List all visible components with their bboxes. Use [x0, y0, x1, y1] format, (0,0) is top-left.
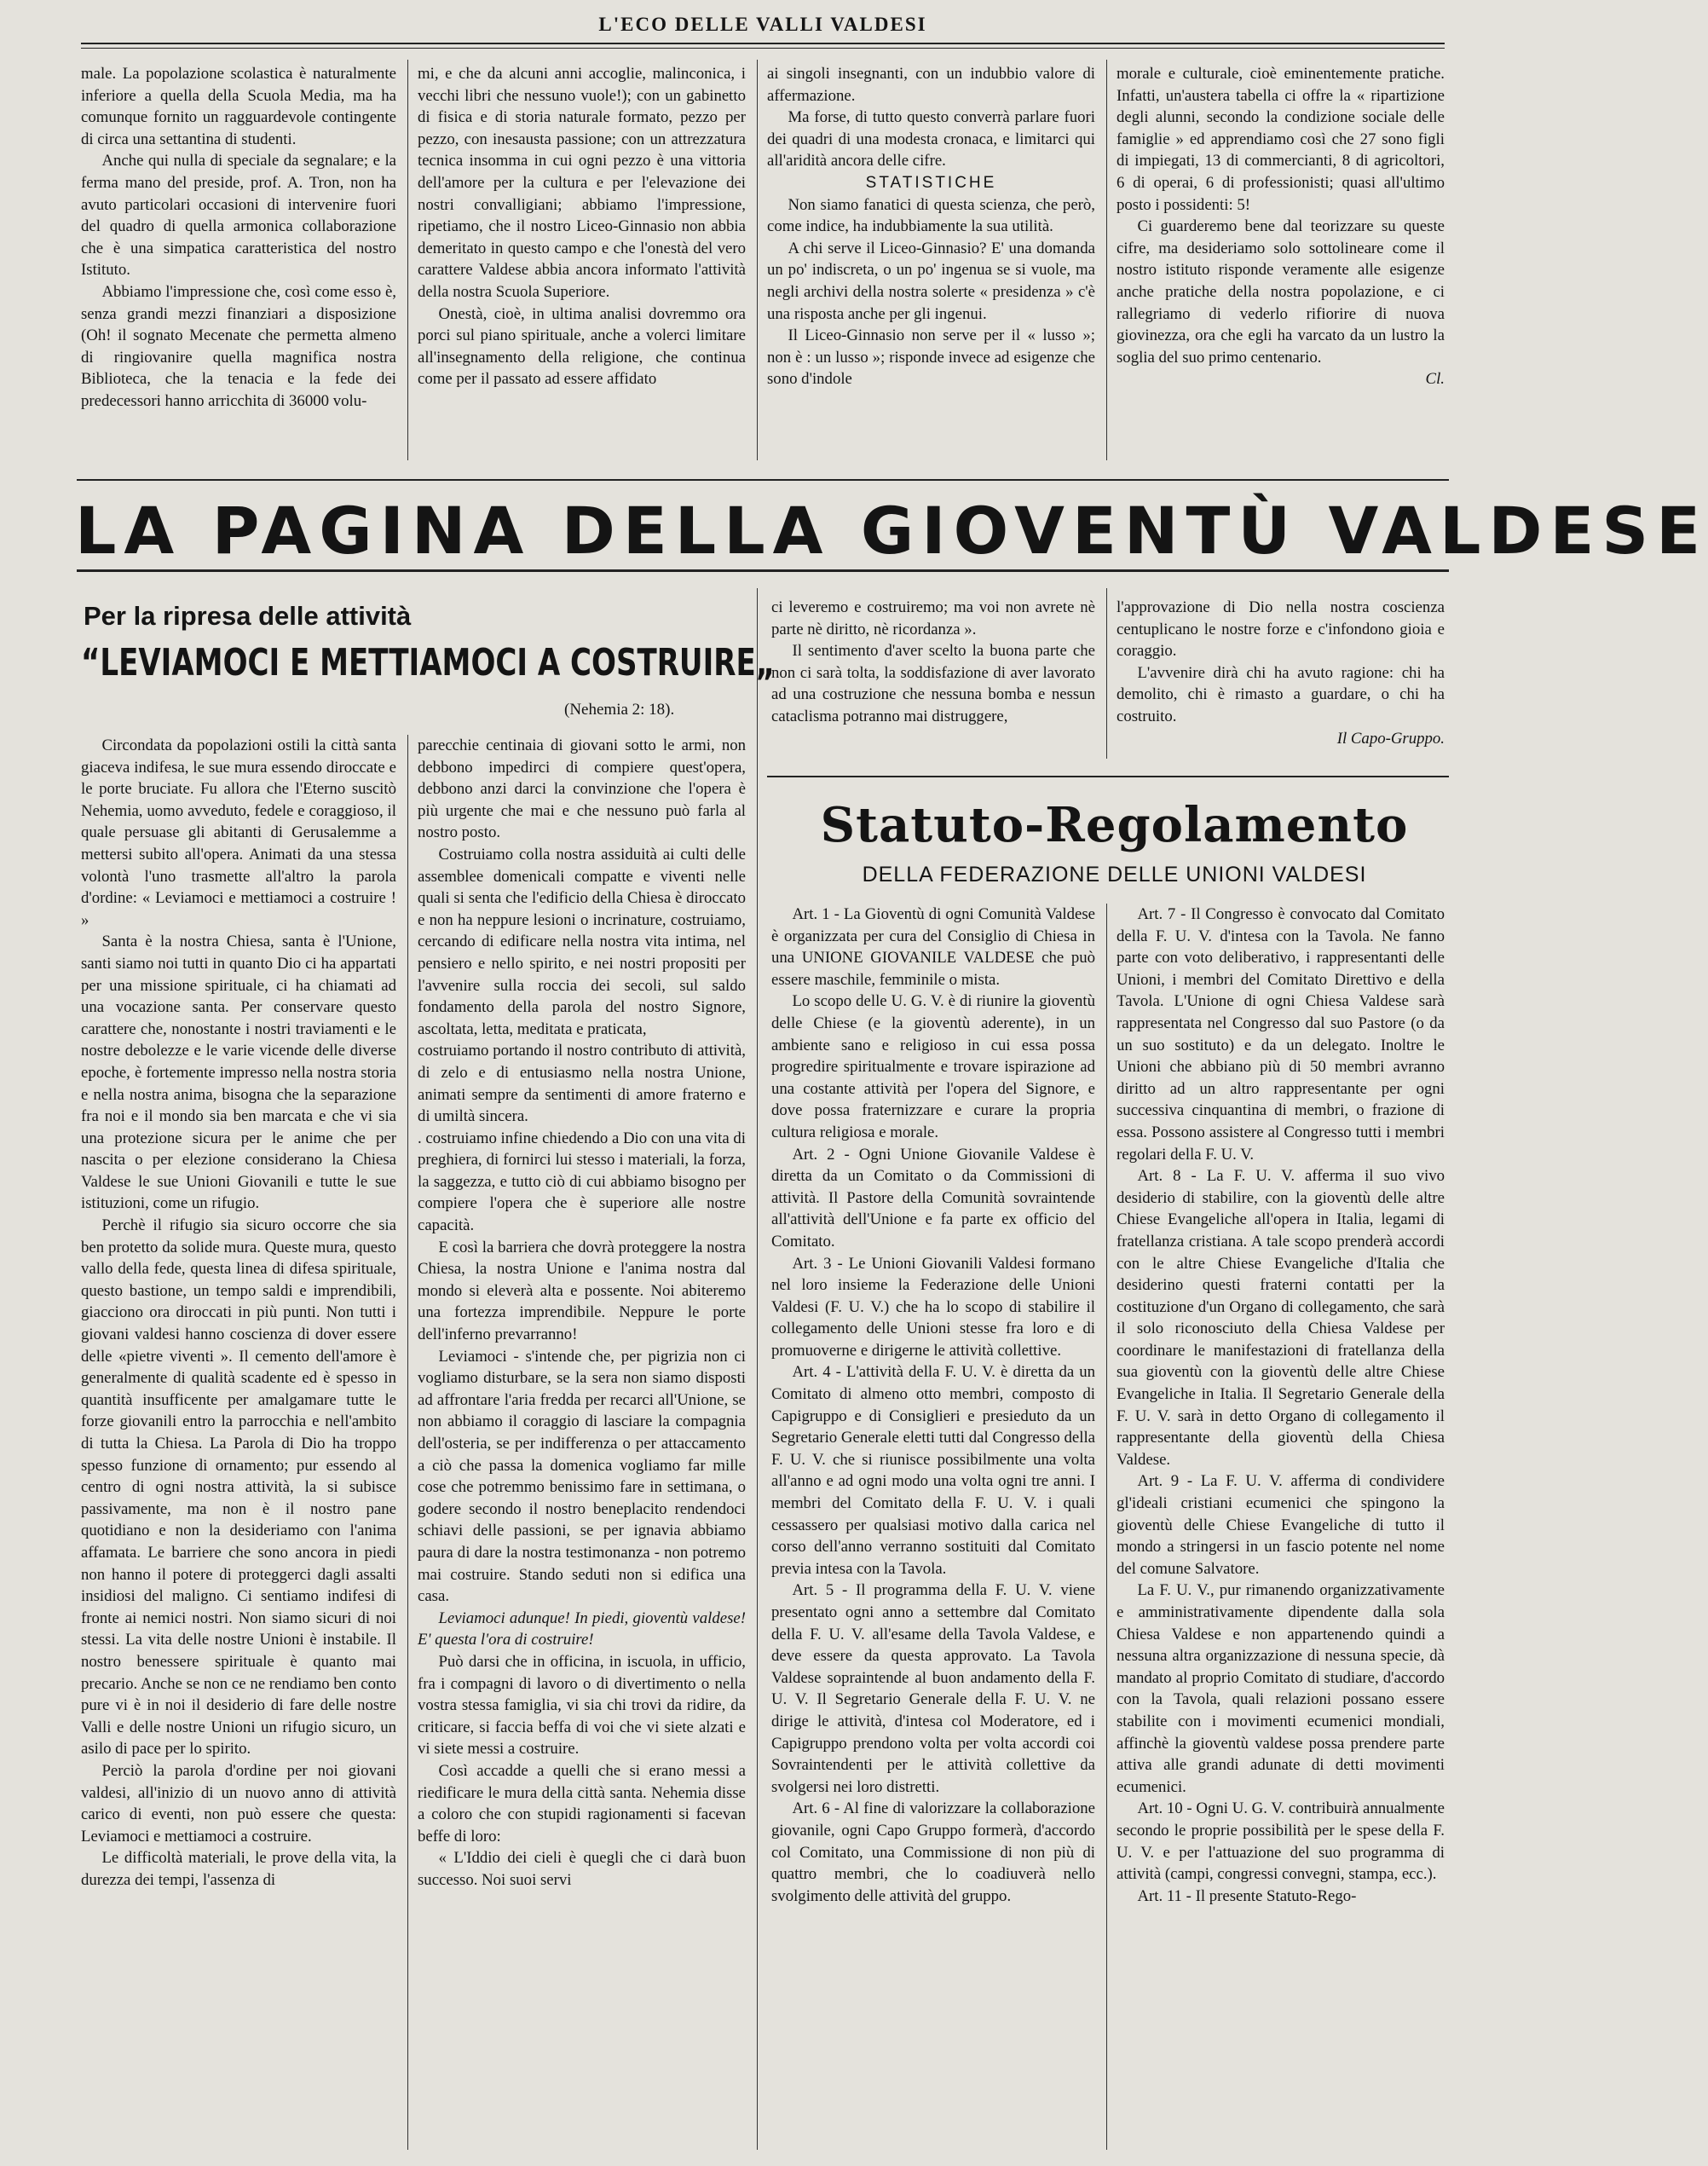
paragraph: Costruiamo colla nostra assiduità ai culti delle assemblee domenicali compatte e viventi nelle quali si senta che l'edificio della Chiesa è diroccato e non ha neppure lesioni o incrinature, costruiamo, cercando di edificare nella nostra vita intima, nel pensiero e nello spirito, e nei nostri propositi per l'avvenire sulla roccia dei secoli, sul saldo fondamento della parola del nostro Signore, ascoltata, letta, meditata e praticata,	[418, 845, 746, 1038]
column-rule	[1106, 60, 1107, 460]
statuto-column-2	[1117, 904, 1445, 2150]
section-heading-statistiche: STATISTICHE	[865, 173, 997, 192]
paragraph: Anche qui nulla di speciale da segnalare; e la ferma mano del preside, prof. A. Tron, non ha avuto particolari occasioni di intervenire fuori del quadro di quella armonica collaborazione che è una simpatica caratteristica del nostro Istituto.	[81, 152, 396, 280]
paragraph: parecchie centinaia di giovani sotto le armi, non debbono impedirci di compiere quest'opera, debbono anzi darci la convinzione che l'opera è più urgente che mai e che nessuno può farla al nostro posto.	[418, 736, 746, 842]
article-column-3	[771, 597, 1095, 767]
article-title: “LEVIAMOCI E METTIAMOCI A COSTRUIRE„	[81, 641, 776, 684]
article-reference: (Nehemia 2: 18).	[564, 701, 675, 719]
paragraph: Ma forse, di tutto questo converrà parlare fuori dei quadri di una modesta cronaca, e limitarci qui all'aridità ancora delle cifre.	[767, 108, 1095, 170]
column-rule	[1106, 588, 1107, 759]
banner-rule	[77, 569, 1449, 572]
page-banner: LA PAGINA DELLA GIOVENTÙ VALDESE	[75, 493, 1708, 569]
article-paragraph: Art. 5 - Il programma della F. U. V. viene presentato ogni anno a settembre dal Comitato della F. U. V. all'esame della Tavola Valdese, e deve essere da questa approvato. La Tavola Valdese sopraintende al buon andamento della F. U. V. Il Segretario Generale della F. U. V. ne dirige le attività, d'intesa col Moderatore, ed i Capigruppo prendono volta per volta accordi coi Sovraintendenti per le attività collettive da svolgersi nei loro distretti.	[771, 1581, 1095, 1796]
top-column-2	[418, 63, 746, 464]
paragraph: Circondata da popolazioni ostili la città santa giaceva indifesa, le sue mura essendo diroccate e le porte bruciate. Fu allora che l'Eterno suscitò Nehemia, uomo avveduto, fedele e coraggioso, il quale persuase gli abitanti di Gerusalemme a mettersi subito all'opera. Animati da una stessa volontà l'uno trasmette all'altro la parola d'ordine: « Leviamoci e mettiamoci a costruire ! »	[81, 736, 396, 929]
paragraph: Può darsi che in officina, in iscuola, in ufficio, fra i compagni di lavoro o di divertimento o nella vostra stessa famiglia, vi sia chi trovi da ridire, da criticare, si faccia beffa di voi che vi siete alzati e vi siete messi a costruire.	[418, 1652, 746, 1759]
article-paragraph: La F. U. V., pur rimanendo organizzativamente e amministrativamente dipendente dalla sola Chiesa Valdese e non appartenendo quindi a nessuna altra organizzazione di nessuna specie, dà mandato al proprio Comitato di studiare, d'accordo con la Tavola, quali relazioni possano essere stabilite con i movimenti ecumenici mondiali, affinchè la gioventù valdese possa prendere parte attiva alle grandi adunate di detti movimenti ecumenici.	[1117, 1581, 1445, 1796]
paragraph: Ci guarderemo bene dal teorizzare su queste cifre, ma desideriamo solo sottolineare come il nostro istituto risponde veramente alle esigenze anche pratiche della nostra popolazione, e ci rallegriamo di vederlo rifiorire di nuova giovinezza, ora che egli ha varcato da un lustro la soglia del suo primo centenario.	[1117, 217, 1445, 367]
article-paragraph: Art. 1 - La Gioventù di ogni Comunità Valdese è organizzata per cura del Consiglio di Chiesa in una UNIONE GIOVANILE VALDESE che può essere maschile, femminile o mista.	[771, 905, 1095, 989]
top-column-4	[1117, 63, 1445, 464]
paragraph: Perciò la parola d'ordine per noi giovani valdesi, all'inizio di un nuovo anno di attività carico di eventi, non può essere che questa: Leviamoci e mettiamoci a costruire.	[81, 1761, 396, 1845]
paragraph: L'avvenire dirà chi ha avuto ragione: chi ha demolito, chi è rimasto a guardare, o chi ha costruito.	[1117, 663, 1445, 725]
paragraph: E così la barriera che dovrà proteggere la nostra Chiesa, la nostra Unione e l'anima nostra dal mondo si eleverà alta e possente. Noi abiteremo una fortezza imprendibile. Neppure le porte dell'inferno prevarranno!	[418, 1238, 746, 1344]
signature: Cl.	[1425, 370, 1445, 389]
paragraph: Abbiamo l'impressione che, così come esso è, senza grandi mezzi finanziari a disposizione (Oh! il sognato Mecenate che permetta almeno di ringiovanire quella magnifica nostra Biblioteca, che la tenacia e la fede dei predecessori hanno arricchita di 36000 volu-	[81, 282, 396, 410]
article-paragraph: Art. 11 - Il presente Statuto-Rego-	[1137, 1886, 1357, 1905]
article-paragraph: Art. 8 - La F. U. V. afferma il suo vivo desiderio di stabilire, con la gioventù delle altre Chiese Evangeliche all'opera in Italia, legami di fratellanza cristiana. A tale scopo prenderà accordi con le altre Chiese Evangeliche d'Italia che desiderino questi fraterni contatti per la costituzione d'un Organo di collegamento, che sarà il solo riconosciuto della Chiesa Valdese per coordinare le manifestazioni di fratellanza della sua gioventù con la gioventù delle altre Chiese Evangeliche in Italia. Il Segretario Generale della F. U. V. sarà in detto Organo di collegamento il rappresentante della gioventù della Chiesa Valdese.	[1117, 1167, 1445, 1469]
statuto-column-1	[771, 904, 1095, 2150]
paragraph: Le difficoltà materiali, le prove della vita, la durezza dei tempi, l'assenza di	[81, 1849, 396, 1889]
article-paragraph: Lo scopo delle U. G. V. è di riunire la gioventù delle Chiese (e la gioventù aderente), in un ambiente sano e religioso in cui essa possa progredire spiritualmente e trovare ispirazione ad una costante attività per l'opera del Signore, e dove possa fraternizzare e curare la propria cultura religiosa e morale.	[771, 992, 1095, 1141]
section-rule	[767, 776, 1449, 777]
paragraph: A chi serve il Liceo-Ginnasio? E' una domanda un po' indiscreta, o un po' ingenua se si vuole, ma negli archivi della nostra solerte « presidenza » c'è una risposta anche per gli ingenui.	[767, 239, 1095, 323]
paragraph: Non siamo fanatici di questa scienza, che però, come indice, ha indubbiamente la sua utilità.	[767, 195, 1095, 236]
paragraph: . costruiamo infine chiedendo a Dio con una vita di preghiera, di fornirci lui stesso i materiali, la forza, la saggezza, e tutto ciò di cui abbiamo bisogno per compiere l'opera che è superiore alle nostre capacità.	[418, 1129, 746, 1235]
statuto-title: Statuto-Regolamento	[820, 797, 1409, 853]
column-rule	[757, 60, 758, 460]
paragraph: Leviamoci - s'intende che, per pigrizia non ci vogliamo disturbare, se la sera non siamo disposti ad affrontare l'aria fredda per recarci all'Unione, se non abbiamo il coraggio di lasciare la compagnia dell'osteria, se per indifferenza o per attaccamento a ciò che passa la domenica vogliamo far mille cose che potremmo benissimo fare in settimana, o godere secondo il nostro beneplacito rendendoci schiavi delle passioni, se per ignavia abbiamo paura di dare la nostra testimonanza - non potremo mai costruire. Stando seduti non si edifica una casa.	[418, 1347, 746, 1606]
column-rule	[1106, 904, 1107, 2150]
header-rule	[81, 43, 1445, 49]
paragraph: Onestà, cioè, in ultima analisi dovremmo ora porci sul piano spirituale, anche a volerci limitare all'insegnamento della religione, che continua come per il passato ad essere affidato	[418, 304, 746, 389]
paragraph: l'approvazione di Dio nella nostra coscienza centuplicano le nostre forze e c'infondono gioia e coraggio.	[1117, 598, 1445, 661]
top-column-3	[767, 63, 1095, 464]
article-paragraph: Art. 3 - Le Unioni Giovanili Valdesi formano nel loro insieme la Federazione delle Unioni Valdesi (F. U. V.) che ha lo scopo di stabilire il collegamento delle Unioni stesse fra loro e di promuoverne e dirigerne le attività collettive.	[771, 1254, 1095, 1360]
paragraph: Il sentimento d'aver scelto la buona parte che non ci sarà tolta, la soddisfazione di aver lavorato ad una costruzione che nessuna bomba e nessun cataclisma potranno mai distruggere,	[771, 642, 1095, 725]
paragraph: mi, e che da alcuni anni accoglie, malinconica, i vecchi libri che nessuno vuole!); con un gabinetto di fisica e di storia naturale formato, pezzo per pezzo, con inesausta passione; con un attrezzatura tecnica insomma in cui ogni pezzo è una vittoria dell'amore per la cultura e per l'elevazione dei nostri convalligiani; abbiamo l'impressione, ripetiamo, che il nostro Liceo-Ginnasio non abbia demeritato in questo campo e che l'onestà del vero carattere Valdese abbia ancora informato l'attività della nostra Scuola Superiore.	[418, 65, 746, 301]
section-rule	[77, 479, 1449, 481]
paragraph: male. La popolazione scolastica è naturalmente inferiore a quella della Scuola Media, ma ha comunque fornito un ragguardevole contingente di circa una settantina di studenti.	[81, 65, 396, 148]
article-paragraph: Art. 4 - L'attività della F. U. V. è diretta da un Comitato di almeno otto membri, composto di Capigruppo e di Consiglieri e presieduto da un Segretario Generale eletti tutti dal Congresso della F. U. V. che si riunisce possibilmente una volta all'anno e ad ogni modo una volta ogni tre anni. I membri del Comitato della F. U. V. i quali cessassero per qualsiasi motivo dalla carica nel corso dell'anno verranno sostituiti dal Comitato previa intesa con la Tavola.	[771, 1363, 1095, 1578]
paragraph: ci leveremo e costruiremo; ma voi non avrete nè parte nè diritto, nè ricordanza ».	[771, 598, 1095, 638]
paragraph: costruiamo portando il nostro contributo di attività, di zelo e di entusiasmo nella nostra Unione, animati sempre da sentimenti di amore fraterno e di umiltà sincera.	[418, 1042, 746, 1126]
paragraph: « L'Iddio dei cieli è quegli che ci darà buon successo. Noi suoi servi	[418, 1849, 746, 1889]
article-paragraph: Art. 6 - Al fine di valorizzare la collaborazione giovanile, ogni Capo Gruppo formerà, d'accordo col Comitato, una Commissione di non più di quattro membri, che lo coadiuverà nello svolgimento delle attività del gruppo.	[771, 1799, 1095, 1905]
running-header	[81, 5, 1445, 39]
newspaper-title: L'ECO DELLE VALLI VALDESI	[598, 14, 927, 35]
paragraph: Il Liceo-Ginnasio non serve per il « lusso »; non è : un lusso »; risponde invece ad esigenze che sono d'indole	[767, 326, 1095, 389]
paragraph: Perchè il rifugio sia sicuro occorre che sia ben protetto da solide mura. Queste mura, questo vallo della fede, questa linea di difesa spirituale, questo bastione, un tempo saldi e imprendibili, giacciono ora diroccati in più punti. Non tutti i giovani valdesi hanno coscienza di dover essere delle «pietre viventi ». Il cemento dell'amore è generalmente di qualità scadente ed è spesso in quantità insufficente per amalgamare tutte le forze giovanili entro la parrocchia e nell'ambito di tutta la Chiesa. La Parola di Dio ha troppo spesso funzione di ornamento; pur essendo al centro di ogni nostra attività, la si subisce passivamente, ma non è il nostro pane quotidiano e non la desideriamo con l'anima affamata. Le barriere che sono ancora in piedi non hanno il potere di proteggerci dagli assalti insidiosi del maligno. Ci sentiamo indifesi di fronte ai nemici nostri. Non siamo sicuri di noi stessi. La vita delle nostre Unioni è instabile. Il nostro benessere spirituale è quanto mai precario. Anche se non ce ne rendiamo ben conto pure vi è in noi il desiderio di fare delle nostre Valli e delle nostre Unioni un rifugio sicuro, un asilo di pace per lo spirito.	[81, 1216, 396, 1759]
signature: Il Capo-Gruppo.	[1336, 729, 1445, 748]
paragraph: Santa è la nostra Chiesa, santa è l'Unione, santi siamo noi tutti in quanto Dio ci ha appartati per una missione spirituale, ci ha chiamati ad una vocazione santa. Per conservare questo carattere che, nonostante i nostri traviamenti e le nostre debolezze e le varie vicende delle diverse epoche, è fortemente impresso nella nostra storia e nella nostra anima, bisogna che la separazione fra noi e il mondo sia ben marcata e che vi sia una protezione sicura per le anime che per nascita o per elezione considerano la Chiesa Valdese le sue Unioni Giovanili e tutte le sue istituzioni, come un rifugio.	[81, 933, 396, 1213]
article-column-1	[81, 735, 396, 2150]
article-column-4	[1117, 597, 1445, 767]
article-kicker: Per la ripresa delle attività	[84, 601, 412, 631]
column-rule	[407, 60, 408, 460]
article-column-2	[418, 735, 746, 2150]
article-paragraph: Art. 2 - Ogni Unione Giovanile Valdese è diretta da un Comitato o da Commissioni di attività. Il Pastore della Comunità sovraintende all'attività dell'Unione e fa parte ex officio del Comitato.	[771, 1145, 1095, 1251]
paragraph: morale e culturale, cioè eminentemente pratiche. Infatti, un'austera tabella ci offre la « ripartizione degli alunni, secondo la condizione sociale delle famiglie » ed apprendiamo così che 27 sono figli di impiegati, 13 di commercianti, 8 di agricoltori, 6 di operai, 6 di professionisti; quasi all'ultimo posto i possidenti: 5!	[1117, 65, 1445, 214]
article-paragraph: Art. 9 - La F. U. V. afferma di condividere gl'ideali cristiani ecumenici che spingono la gioventù delle Chiese Evangeliche di tutto il mondo a stringersi in un fascio potente nel nome del comune Salvatore.	[1117, 1472, 1445, 1578]
paragraph: ai singoli insegnanti, con un indubbio valore di affermazione.	[767, 65, 1095, 105]
column-rule	[407, 735, 408, 2150]
top-column-1	[81, 63, 396, 464]
article-paragraph: Art. 10 - Ogni U. G. V. contribuirà annualmente secondo le proprie possibilità per le spese della F. U. V. e per l'attuazione del suo programma di attività (campi, congressi convegni, stampa, ecc.).	[1117, 1799, 1445, 1884]
paragraph: Così accadde a quelli che si erano messi a riedificare le mura della città santa. Nehemia disse a coloro che con stupidi ragionamenti si facevan beffe di loro:	[418, 1761, 746, 1845]
statuto-subtitle: DELLA FEDERAZIONE DELLE UNIONI VALDESI	[862, 863, 1367, 887]
article-paragraph: Art. 7 - Il Congresso è convocato dal Comitato della F. U. V. d'intesa con la Tavola. Ne fanno parte con voto deliberativo, i rappresentanti delle Unioni, i membri del Comitato Direttivo e della Tavola. L'Unione di ogni Chiesa Valdese sarà rappresentata nel Congresso dal suo Pastore (o da un suo sostituto) e da un delegato. Inoltre le Unioni che abbiano più di 50 membri avranno diritto ad un altro rappresentante per ogni successiva cinquantina di membri, o frazione di essa. Possono assistere al Congresso tutti i membri regolari della F. U. V.	[1117, 905, 1445, 1164]
paragraph: Leviamoci adunque! In piedi, gioventù valdese! E' questa l'ora di costruire!	[418, 1609, 746, 1649]
column-rule	[757, 588, 758, 2150]
